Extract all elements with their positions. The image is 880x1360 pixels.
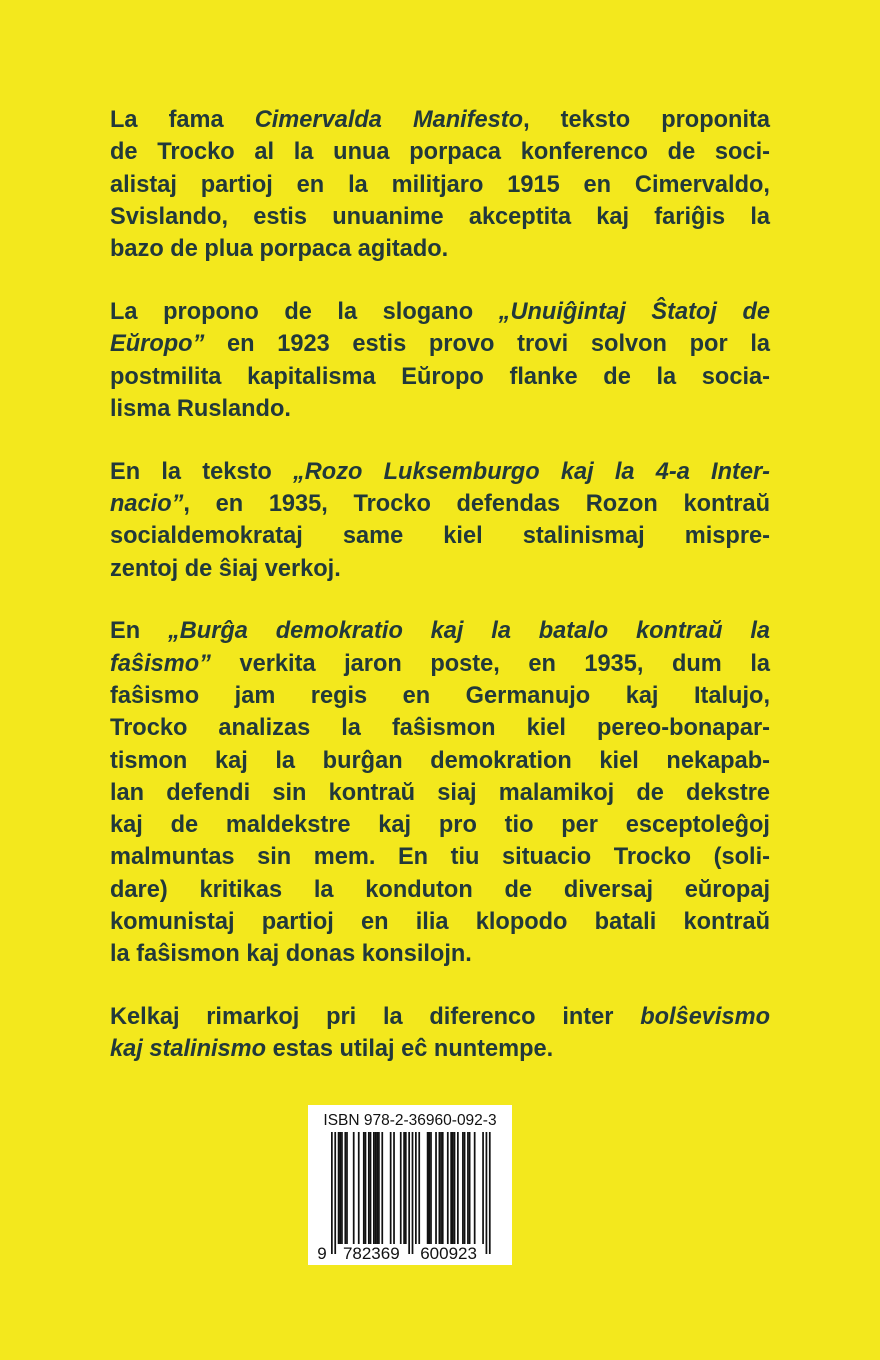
- title-italic: Eŭropo”: [110, 331, 205, 358]
- text-line: [110, 938, 770, 970]
- barcode-bar: [353, 1132, 355, 1244]
- text-segment: dare) kritikas la konduton de diversaj eŭropaj: [110, 876, 770, 903]
- text-segment: La fama: [110, 107, 255, 133]
- barcode-bar: [464, 1132, 466, 1244]
- text-segment: postmilita kapitalisma Eŭropo flanke de la socia-: [110, 363, 770, 390]
- text-segment: , en 1935, Trocko defendas Rozon kontraŭ: [183, 490, 770, 517]
- barcode-digits: 600923: [420, 1244, 477, 1263]
- paragraph: [110, 104, 770, 265]
- title-italic: Cimervalda Manifesto: [254, 107, 524, 133]
- barcode-bar: [365, 1132, 367, 1244]
- barcode-bar: [405, 1132, 407, 1244]
- text-line: [110, 648, 770, 680]
- barcode-bar: [358, 1132, 360, 1244]
- text-line: [110, 777, 770, 809]
- barcode-bar: [412, 1132, 414, 1254]
- title-italic: faŝismo”: [110, 650, 211, 677]
- text-segment: tismon kaj la burĝan demokration kiel nekapab-: [110, 747, 770, 774]
- text-line: [110, 1033, 770, 1065]
- barcode-bar: [442, 1132, 444, 1244]
- barcode-bar: [454, 1132, 456, 1244]
- barcode-bar: [344, 1132, 346, 1244]
- text-segment: alistaj partioj en la militjaro 1915 en Cimervaldo,: [110, 171, 770, 198]
- paragraph: [110, 1001, 770, 1066]
- text-line: [110, 906, 770, 938]
- text-segment: socialdemokrataj same kiel stalinismaj mispre-: [110, 523, 770, 550]
- barcode-bar: [418, 1132, 420, 1244]
- barcode-bar: [363, 1132, 365, 1244]
- barcode-digits: 782369: [342, 1244, 400, 1263]
- text-segment: faŝismo jam regis en Germanujo kaj Italujo,: [110, 682, 770, 709]
- barcode-bar: [486, 1132, 488, 1254]
- text-segment: estas utilaj eĉ nuntempe.: [266, 1036, 554, 1063]
- barcode-bar: [346, 1132, 348, 1244]
- barcode-bar: [447, 1132, 449, 1244]
- title-italic: kaj stalinismo: [110, 1036, 267, 1063]
- text-segment: lan defendi sin kontraŭ siaj malamikoj de dekstre: [110, 779, 770, 806]
- barcode-bar: [457, 1132, 459, 1244]
- text-line: [110, 456, 770, 488]
- text-line: [110, 201, 770, 233]
- text-line: [110, 712, 770, 744]
- barcode-bar: [341, 1132, 343, 1244]
- text-line: [110, 745, 770, 777]
- text-line: [110, 361, 770, 393]
- text-segment: Kelkaj rimarkoj pri la diferenco inter: [110, 1004, 641, 1031]
- text-line: [110, 104, 770, 136]
- text-segment: La propono de la slogano: [110, 298, 499, 325]
- text-segment: komunistaj partioj en ilia klopodo batali kontraŭ: [110, 909, 770, 936]
- paragraph: [110, 615, 770, 970]
- text-segment: verkita jaron poste, en 1935, dum la: [210, 650, 770, 677]
- barcode-bar: [393, 1132, 395, 1244]
- barcode-bar: [482, 1132, 484, 1244]
- barcode-bar: [381, 1132, 383, 1244]
- text-line: [110, 874, 770, 906]
- barcode-bar: [334, 1132, 336, 1254]
- text-segment: kaj de maldekstre kaj pro tio per esceptoleĝoj: [110, 812, 770, 839]
- barcode-bar: [370, 1132, 372, 1244]
- barcode-bar: [408, 1132, 410, 1254]
- paragraph: [110, 296, 770, 425]
- text-line: [110, 809, 770, 841]
- barcode-bar: [474, 1132, 476, 1244]
- barcode-bar: [440, 1132, 442, 1244]
- barcode-bar: [339, 1132, 341, 1244]
- text-segment: , teksto proponita: [523, 107, 770, 133]
- text-line: [110, 1001, 770, 1033]
- title-italic: „Unuiĝintaj Ŝtatoj de: [498, 298, 771, 325]
- barcode-digits: 9: [317, 1244, 327, 1263]
- text-segment: la faŝismon kaj donas konsilojn.: [110, 941, 472, 968]
- barcode-bar: [450, 1132, 452, 1244]
- title-italic: nacio”: [110, 490, 184, 517]
- barcode-bar: [430, 1132, 432, 1244]
- text-segment: bazo de plua porpaca agitado.: [110, 236, 449, 263]
- text-segment: en 1923 estis provo trovi solvon por la: [204, 331, 770, 358]
- text-line: [110, 553, 770, 585]
- barcode-bar: [376, 1132, 378, 1244]
- text-segment: lisma Ruslando.: [110, 395, 291, 422]
- text-line: [110, 328, 770, 360]
- barcode-bar: [467, 1132, 469, 1244]
- text-line: [110, 296, 770, 328]
- barcode-bar: [462, 1132, 464, 1244]
- back-cover-text: [110, 104, 770, 1096]
- barcode-bar: [400, 1132, 402, 1244]
- text-line: [110, 841, 770, 873]
- barcode-bar: [452, 1132, 454, 1244]
- text-segment: Svislando, estis unuanime akceptita kaj fariĝis la: [110, 203, 770, 230]
- barcode-bar: [378, 1132, 380, 1244]
- text-line: [110, 488, 770, 520]
- text-line: [110, 680, 770, 712]
- text-segment: En: [110, 618, 168, 645]
- text-line: [110, 233, 770, 265]
- barcode-bar: [428, 1132, 430, 1244]
- text-line: [110, 136, 770, 168]
- text-segment: En la teksto: [110, 458, 293, 485]
- barcode-bar: [469, 1132, 471, 1244]
- title-italic: „Rozo Luksemburgo kaj la 4-a Inter-: [292, 458, 771, 485]
- title-italic: „Burĝa demokratio kaj la batalo kontraŭ la: [167, 618, 770, 645]
- barcode-bar: [331, 1132, 333, 1254]
- text-segment: zentoj de ŝiaj verkoj.: [110, 555, 341, 582]
- text-segment: malmuntas sin mem. En tiu situacio Trocko (soli-: [110, 844, 770, 871]
- barcode-bar: [415, 1132, 417, 1244]
- text-line: [110, 169, 770, 201]
- barcode-bar: [427, 1132, 429, 1244]
- text-line: [110, 615, 770, 647]
- paragraph: [110, 456, 770, 585]
- isbn-barcode: [308, 1105, 512, 1265]
- text-line: [110, 520, 770, 552]
- isbn-label: ISBN 978-2-36960-092-3: [323, 1112, 497, 1129]
- barcode-bar: [375, 1132, 377, 1244]
- barcode-bar: [439, 1132, 441, 1244]
- text-line: [110, 393, 770, 425]
- barcode-bar: [489, 1132, 491, 1254]
- barcode-bar: [435, 1132, 437, 1244]
- barcode-bar: [403, 1132, 405, 1244]
- barcode-bar: [373, 1132, 375, 1244]
- barcode-bars: [308, 1105, 512, 1265]
- text-segment: de Trocko al la unua porpaca konferenco de soci-: [110, 139, 770, 166]
- title-italic: bolŝevismo: [640, 1004, 770, 1031]
- barcode-bar: [390, 1132, 392, 1244]
- barcode-bar: [368, 1132, 370, 1244]
- barcode-bar: [338, 1132, 340, 1244]
- text-segment: Trocko analizas la faŝismon kiel pereo-bonapar-: [110, 715, 770, 742]
